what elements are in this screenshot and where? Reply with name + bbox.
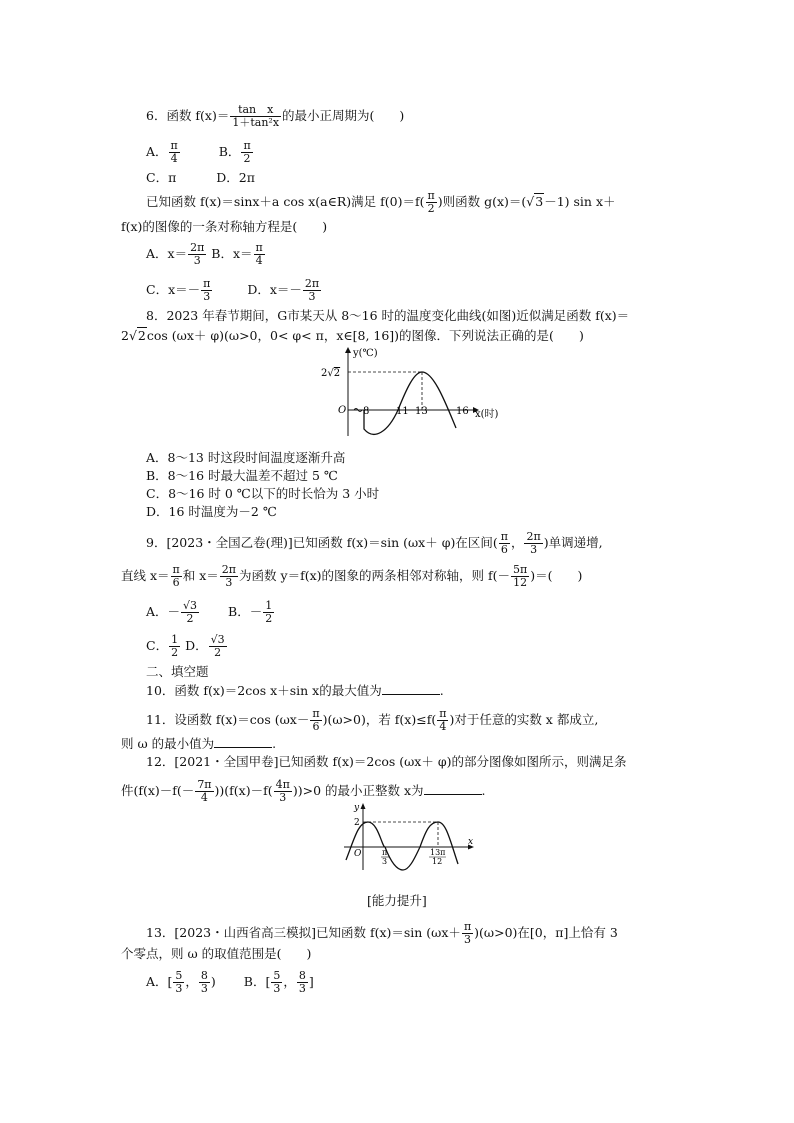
q12-tick2-den: 12 bbox=[432, 857, 443, 866]
q9-options-cd: C． $\frac{1}{2}$ D． $\frac{√3}{2}$ bbox=[146, 633, 225, 659]
section-fill-in-heading: 二、填空题 bbox=[146, 664, 209, 679]
q8-option-b: B．8～16 时最大温差不超过 5 ℃ bbox=[146, 468, 338, 483]
q12-origin-label: O bbox=[354, 849, 362, 859]
q8-tick-13: 13 bbox=[415, 406, 428, 417]
q8-tick-11: 11 bbox=[396, 406, 409, 417]
q10-stem: 10．函数 f(x)＝2cos x＋sin x的最大值为 . bbox=[146, 683, 444, 698]
q8-option-a: A．8～13 时这段时间温度逐渐升高 bbox=[146, 450, 346, 465]
q11-stem-line1: 11．设函数 f(x)＝cos (ωx－ $\frac{\pi}{6}$ )(ω>0)，若 f(x)≤f( $\frac{\pi}{4}$ )对于任意的实数 x 都成立, bbox=[146, 707, 599, 733]
q6-options-ab: A． $\frac{\pi}{4}$ B． $\frac{\pi}{2}$ bbox=[146, 139, 251, 165]
q12-tick1-den: 3 bbox=[382, 857, 388, 866]
q8-y-label: y(℃) bbox=[353, 348, 378, 359]
q11-answer-blank bbox=[214, 735, 272, 748]
q12-tick1-num: π bbox=[382, 848, 388, 857]
q8-stem-line1: 8．2023 年春节期间，G市某天从 8～16 时的温度变化曲线(如图)近似满足函数 f(x)＝ bbox=[146, 308, 630, 323]
q8-origin-label: O bbox=[338, 405, 347, 416]
q6-prefix: 6．函数 f(x)＝ bbox=[146, 108, 230, 123]
q12-stem-line2: 件(f(x)－f(－ $\frac{7\pi}{4}$ ))(f(x)－f( $\frac{4\pi}{3}$ ))>0 的最小正整数 x为 . bbox=[121, 778, 486, 804]
q12-x-label: x bbox=[468, 837, 474, 847]
q13-stem-line2: 个零点，则 ω 的取值范围是( ) bbox=[121, 946, 312, 961]
q12-ymax-label: 2 bbox=[354, 818, 360, 828]
q8-curve bbox=[364, 372, 456, 434]
q7-stem-line2: f(x)的图像的一条对称轴方程是( ) bbox=[121, 219, 328, 234]
q6-options-cd: C．π D．2π bbox=[146, 170, 255, 185]
q8-temperature-graph bbox=[318, 344, 508, 442]
q12-stem-line1: 12．[2021・全国甲卷]已知函数 f(x)＝2cos (ωx＋ φ)的部分图像如图所示，则满足条 bbox=[146, 754, 627, 769]
q8-y-arrow bbox=[345, 347, 351, 353]
q12-y-label: y bbox=[354, 803, 360, 813]
q9-options-ab: A．－ $\frac{√3}{2}$ B．－ $\frac{1}{2}$ bbox=[146, 599, 273, 625]
q9-stem-line1: 9．[2023・全国乙卷(理)]已知函数 f(x)＝sin (ωx＋ φ)在区间( $\frac{\pi}{6}$ ， $\frac{2\pi}{3}$ )单调递增, bbox=[146, 530, 603, 556]
q12-y-arrow bbox=[361, 803, 366, 809]
q8-ymax-label: 2√2 bbox=[321, 368, 341, 379]
q12-tick2-num: 13π bbox=[430, 848, 446, 857]
q7-options-ab: A．x＝ $\frac{2\pi}{3}$ B．x＝ $\frac{\pi}{4}$ bbox=[146, 241, 263, 267]
q13-options-ab: A．[ $\frac{5}{3}$ ， $\frac{8}{3}$ ) B．[ $\frac{5}{3}$ ， $\frac{8}{3}$ ] bbox=[146, 969, 314, 995]
q9-stem-line2: 直线 x＝ $\frac{\pi}{6}$ 和 x＝ $\frac{2\pi}{3}$ 为函数 y＝f(x)的图象的两条相邻对称轴，则 f(－ $\frac{5\pi}{12}$ )＝( ) bbox=[121, 563, 583, 589]
q8-tick-8: 8 bbox=[363, 406, 370, 417]
q8-x-label: x(时) bbox=[475, 409, 499, 420]
q6-suffix: 的最小正周期为( ) bbox=[282, 108, 405, 123]
q7-options-cd: C．x＝－ $\frac{\pi}{3}$ D．x＝－ $\frac{2\pi}{3}$ bbox=[146, 277, 320, 303]
q12-answer-blank bbox=[424, 782, 482, 795]
q8-option-d: D．16 时温度为－2 ℃ bbox=[146, 504, 277, 519]
q13-stem-line1: 13．[2023・山西省高三模拟]已知函数 f(x)＝sin (ωx＋ $\frac{\pi}{3}$ )(ω>0)在[0，π]上恰有 3 bbox=[146, 920, 618, 946]
q7-stem-line1: 已知函数 f(x)＝sinx＋a cos x(a∈R)满足 f(0)＝f( $\frac{\pi}{2}$ )则函数 g(x)＝(√3－1) sin x＋ bbox=[146, 189, 616, 215]
q8-tick-16: 16 bbox=[456, 406, 469, 417]
section-ability-heading: [能力提升] bbox=[367, 893, 427, 908]
q12-cosine-graph bbox=[340, 800, 480, 872]
q8-option-c: C．8～16 时 0 ℃以下的时长恰为 3 小时 bbox=[146, 486, 380, 501]
q11-stem-line2: 则 ω 的最小值为 . bbox=[121, 736, 277, 751]
q8-stem-line2: 2√2cos (ωx＋ φ)(ω>0，0< φ< π，x∈[8, 16])的图像．下列说法正确的是( ) bbox=[121, 328, 584, 343]
q10-answer-blank bbox=[382, 682, 440, 695]
q6-fraction: $\frac{\text{tan x}}{\text{1＋tan²x}}$ bbox=[232, 103, 280, 129]
q6-stem bbox=[146, 104, 404, 129]
